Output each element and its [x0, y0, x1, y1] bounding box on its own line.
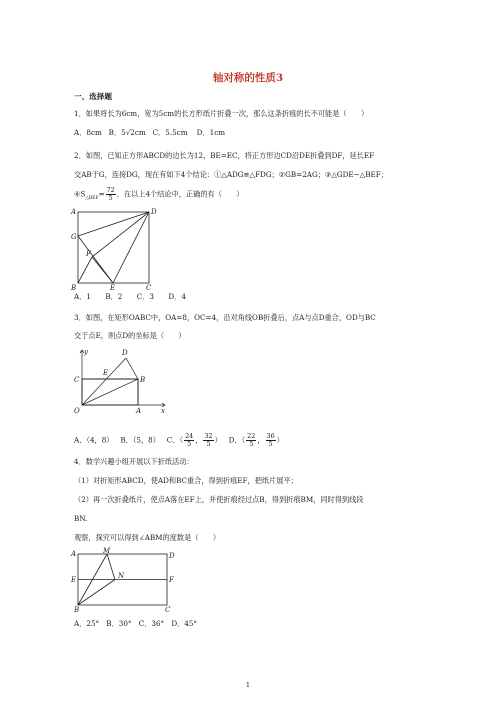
q2-line2: 交AB于G，连接DG，现在有如下4个结论：①△ADG≌△FDG；②GB=2AG；③△GDE∽△BEF；	[74, 170, 388, 179]
q2-square-figure	[70, 206, 162, 292]
q2-label-g: G	[71, 233, 77, 241]
page-number: 1	[245, 681, 251, 689]
q4-line5: 观察，探究可以得到∠ABM的度数是（ ）	[74, 533, 221, 542]
q3-label-e: E	[103, 369, 109, 377]
q2-line1: 2．如图，已知正方形ABCD的边长为12，BE=EC，将正方形边CD沿DE折叠到DF，延长EF	[74, 151, 375, 160]
q2-line3: $④S_{\triangle BEF}=$ $\frac{72}{5}$ ．在以上4个结论中，正确的有（ ）	[74, 186, 244, 202]
q2-label-b: B	[71, 284, 77, 292]
q1-option-c: C．5.5cm	[152, 128, 188, 137]
q3-rectangle-figure	[70, 345, 170, 417]
page-title: 轴对称的性质3	[212, 72, 284, 84]
q2-label-e: E	[110, 284, 116, 292]
q2-label-a: A	[71, 208, 77, 216]
q4-label-a: A	[71, 550, 77, 558]
q3-label-d: D	[122, 349, 128, 357]
q2-label-f: F	[86, 250, 91, 258]
q4-label-c: C	[165, 606, 171, 614]
q4-line1: 4．数学兴趣小组开展以下折纸活动：	[74, 457, 194, 466]
q1-option-b: B．5	[108, 128, 126, 137]
q3-label-x: x	[161, 407, 165, 415]
q4-line3: （2）再一次折叠纸片，使点A落在EF上，并使折痕经过点B，得到折痕BM，同时得到线段	[74, 495, 364, 504]
q3-label-c: C	[74, 376, 80, 384]
q2-label-d: D	[151, 208, 157, 216]
q1-option-b-unit: cm	[134, 128, 146, 137]
q3-line2: 交于点E，则点D的坐标是（ ）	[74, 331, 186, 340]
q4-label-e: E	[71, 576, 77, 584]
q4-options: A．25° B．30° C．36° D．45°	[74, 619, 198, 628]
q1-option-a: A．8cm	[74, 128, 102, 137]
q3-label-o: O	[74, 407, 80, 415]
q4-label-d: D	[169, 552, 175, 560]
q3-label-a: A	[136, 407, 142, 415]
q3-line1: 3．如图，在矩形OABC中，OA=8，OC=4，沿对角线OB折叠后，点A与点D重合，OD与BC	[74, 313, 376, 322]
q4-label-m: M	[103, 547, 111, 555]
q4-line2: （1）对折矩形ABCD，使AD和BC重合，得到折痕EF，把纸片展平；	[74, 476, 298, 485]
q4-label-b: B	[74, 606, 80, 614]
q2-fraction: $\frac{72}{5}$	[106, 186, 115, 202]
q1-option-b-root: √2	[125, 128, 135, 137]
q2-label-c: C	[146, 284, 152, 292]
q1-option-d: D．1cm	[196, 128, 226, 137]
q1-text: 1．如果将长为6cm，宽为5cm的长方形纸片折叠一次，那么这条折痕的长不可能是（ ）	[74, 109, 369, 118]
q3-label-y: y	[84, 348, 88, 356]
q4-label-n: N	[118, 572, 125, 580]
q4-line4: BN.	[74, 514, 88, 523]
q3-options: A．（4，8） B．（5，8） C．（ $\frac{24}{5}$ ， $\frac{32}{5}$ ） D．（ $\frac{22}{5}$ ， $\frac{36}{5}$ ）	[74, 432, 284, 448]
section-heading: 一、选择题	[74, 92, 112, 101]
q4-fold-figure	[70, 546, 182, 616]
q2-options: A．1 B．2 C．3 D．4	[74, 292, 186, 301]
q4-label-f: F	[169, 576, 174, 584]
q1-options	[74, 128, 225, 138]
q3-label-b: B	[140, 376, 146, 384]
